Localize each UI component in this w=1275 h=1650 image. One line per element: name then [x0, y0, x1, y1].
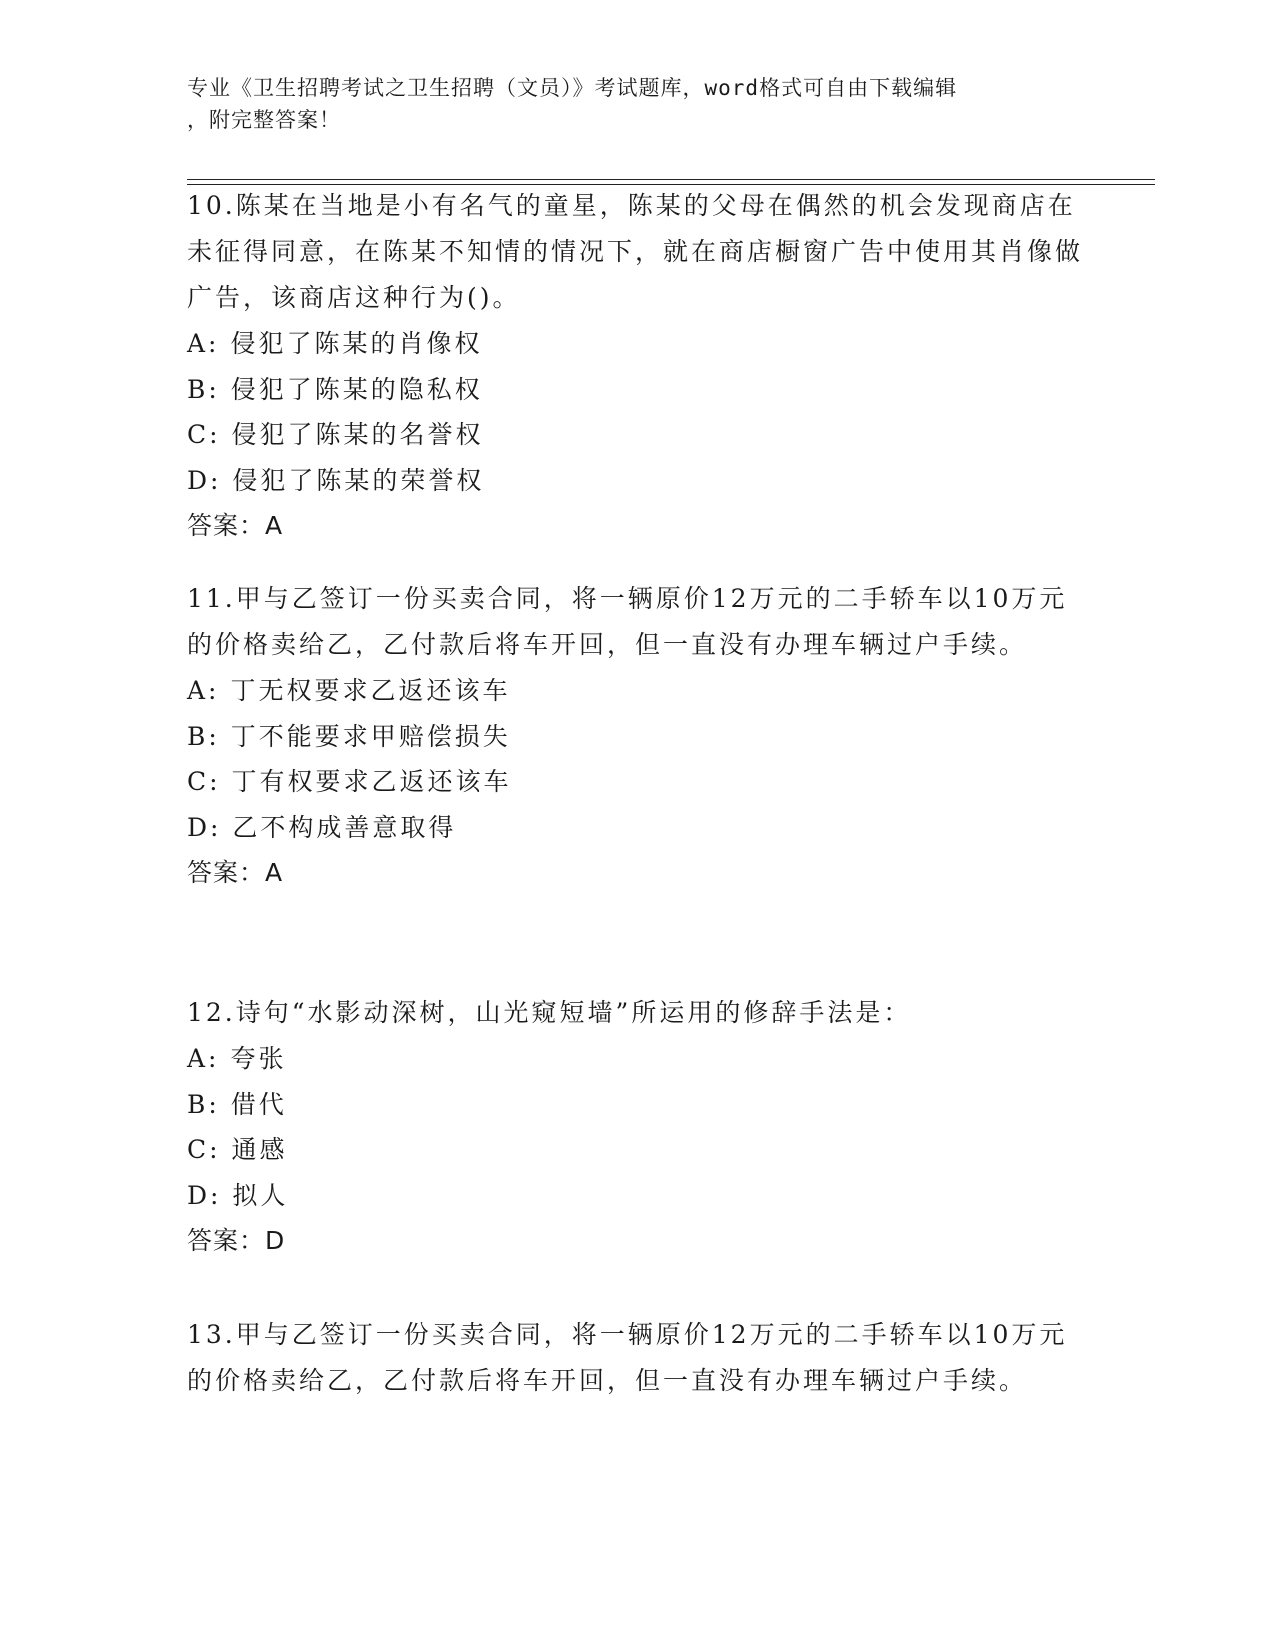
answer-line	[187, 1218, 1087, 1264]
question-13	[187, 1312, 1087, 1404]
option-key: D:	[187, 812, 222, 842]
document-header	[187, 72, 1067, 136]
answer-line	[187, 850, 1087, 896]
question-text: 甲与乙签订一份买卖合同，将一辆原价12万元的二手轿车以10万元的价格卖给乙，乙付款后将车开回，但一直没有办理车辆过户手续。	[187, 1320, 1068, 1395]
question-text: 陈某在当地是小有名气的童星，陈某的父母在偶然的机会发现商店在未征得同意，在陈某不知情的情况下，就在商店橱窗广告中使用其肖像做广告，该商店这种行为()。	[187, 191, 1084, 312]
option-b	[187, 367, 1087, 413]
option-text: 拟人	[232, 1180, 289, 1210]
option-text: 丁有权要求乙返还该车	[231, 767, 512, 796]
header-line-2: ，附完整答案！	[187, 108, 341, 132]
option-text: 侵犯了陈某的名誉权	[231, 420, 484, 449]
answer-line	[187, 503, 1087, 549]
option-d	[187, 805, 1087, 851]
option-c	[187, 759, 1087, 805]
option-key: C:	[187, 767, 221, 796]
option-text: 侵犯了陈某的肖像权	[230, 329, 483, 358]
option-text: 侵犯了陈某的荣誉权	[232, 465, 485, 495]
option-a	[187, 668, 1087, 714]
option-key: B:	[187, 721, 220, 751]
option-key: C:	[187, 420, 221, 449]
question-stem	[187, 990, 1087, 1036]
answer-label: 答案：	[187, 511, 266, 540]
option-d	[187, 1173, 1087, 1219]
option-key: B:	[187, 374, 220, 404]
option-text: 借代	[230, 1089, 287, 1119]
question-number: 10.	[187, 191, 236, 220]
question-number: 11.	[187, 584, 236, 613]
option-text: 夸张	[230, 1044, 287, 1073]
option-key: A:	[187, 329, 220, 358]
option-b	[187, 1082, 1087, 1128]
option-key: C:	[187, 1135, 221, 1164]
answer-label: 答案：	[187, 1226, 266, 1255]
answer-value: A	[265, 511, 284, 540]
option-text: 乙不构成善意取得	[232, 812, 457, 842]
question-stem	[187, 1312, 1087, 1404]
option-key: A:	[187, 676, 220, 705]
option-d	[187, 458, 1087, 504]
option-key: B:	[187, 1089, 220, 1119]
option-c	[187, 1127, 1087, 1173]
option-text: 丁不能要求甲赔偿损失	[230, 721, 511, 751]
option-key: D:	[187, 1180, 222, 1210]
question-number: 13.	[187, 1320, 236, 1349]
answer-value: A	[265, 858, 284, 887]
question-number: 12.	[187, 998, 236, 1027]
question-11	[187, 576, 1087, 896]
question-text: 甲与乙签订一份买卖合同，将一辆原价12万元的二手轿车以10万元的价格卖给乙，乙付款后将车开回，但一直没有办理车辆过户手续。	[187, 584, 1068, 659]
answer-label: 答案：	[187, 858, 266, 887]
option-text: 侵犯了陈某的隐私权	[230, 374, 483, 404]
option-c	[187, 412, 1087, 458]
question-text: 诗句“水影动深树，山光窥短墙”所运用的修辞手法是：	[235, 998, 912, 1027]
answer-value: D	[265, 1226, 286, 1255]
header-rule-top	[187, 179, 1155, 180]
option-a	[187, 321, 1087, 367]
option-a	[187, 1036, 1087, 1082]
option-b	[187, 714, 1087, 760]
question-stem	[187, 183, 1087, 321]
option-key: D:	[187, 465, 222, 495]
option-key: A:	[187, 1044, 220, 1073]
question-12	[187, 990, 1087, 1264]
question-10	[187, 183, 1087, 549]
header-line-1: 专业《卫生招聘考试之卫生招聘（文员）》考试题库，word格式可自由下载编辑	[187, 76, 958, 100]
option-text: 丁无权要求乙返还该车	[230, 676, 511, 705]
option-text: 通感	[231, 1135, 288, 1164]
question-stem	[187, 576, 1087, 668]
